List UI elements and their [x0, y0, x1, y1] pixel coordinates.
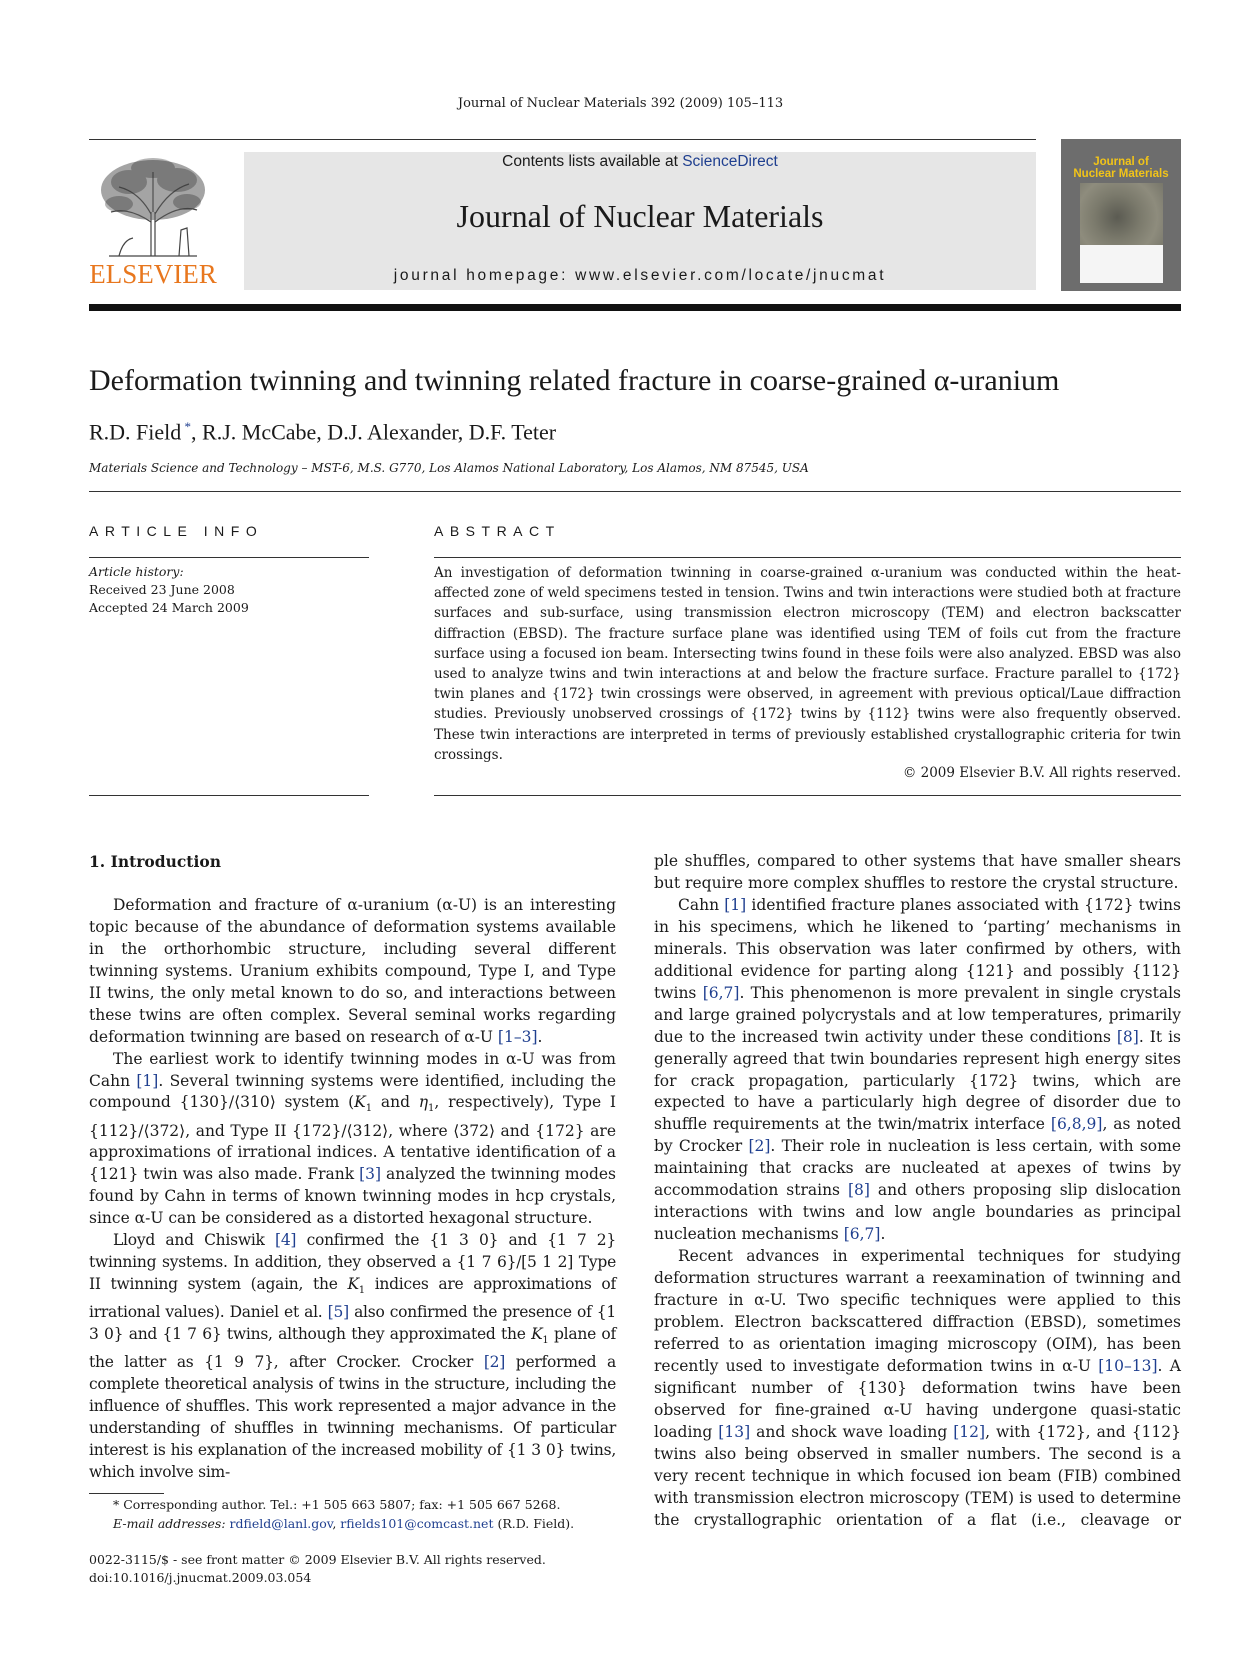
citation-link[interactable]: [8]	[1116, 1027, 1139, 1046]
citation-link[interactable]: [2]	[748, 1137, 771, 1156]
issn-line: 0022-3115/$ - see front matter © 2009 Elsevier B.V. All rights reserved.	[89, 1552, 546, 1567]
paragraph: Lloyd and Chiswik [4] confirmed the {1 3 0} and {1 7 2} twinning systems. In addition, they observed a {1 7 6}/[5 1 2] Type II twinning system (again, the $K_1$ indices are approximations of irrational values). Daniel et al. [5] also confirmed the presence of {1 3 0} and {1 7 6} twins, although they approximated the $K_1$ plane of the latter as {1 9 7}, after Crocker. Crocker [2] performed a complete theoretical analysis of twins in the structure, including the influence of shuffles. This work represented a major advance in the understanding of shuffles in twinning mechanisms. Of particular interest is his explanation of the increased mobility of {1 3 0} twins, which involve sim-	[89, 1231, 617, 1481]
abstract-text: An investigation of deformation twinning in coarse-grained α-uranium was conducted within the heat-affected zone of weld specimens tested in tension. Twins and twin interactions were studied both at fracture surfaces and sub-surface, using transmission electron microscopy (TEM) and electron backscatter diffraction (EBSD). The fracture surface plane was identified using TEM of foils cut from the fracture surface using a focused ion beam. Intersecting twins found in these foils were also analyzed. EBSD was also used to analyze twins and twin interactions at and below the fracture surface. Fracture parallel to {172} twin planes and {172} twin crossings were observed, in agreement with previous optical/Laue diffraction studies. Previously unobserved crossings of {172} twins by {112} twins were also frequently observed. These twin interactions are interpreted in terms of previously established crystallographic criteria for twin crossings.	[434, 565, 1181, 763]
masthead-rule	[89, 139, 1036, 140]
divider	[89, 795, 369, 796]
paragraph: ple shuffles, compared to other systems that have smaller shears but require more complex shuffles to restore the crystal structure.	[654, 852, 1181, 892]
citation-link[interactable]: [1]	[724, 895, 747, 914]
citation-link[interactable]: [12]	[953, 1422, 986, 1441]
journal-banner	[244, 152, 1036, 290]
cover-title: Journal of Nuclear Materials	[1073, 156, 1169, 180]
paragraph: Deformation and fracture of α-uranium (α-U) is an interesting topic because of the abundance of deformation systems available in the orthorhombic structure, including several different twinning systems. Uranium exhibits compound, Type I, and Type II twins, the only metal known to do so, and interactions between these twins are often complex. Several seminal works regarding deformation twinning are based on research of α-U [1–3].	[89, 895, 616, 1046]
front-matter-info	[89, 1551, 546, 1587]
elsevier-logo[interactable]	[89, 152, 217, 290]
cover-image	[1080, 183, 1163, 245]
contents-line: Contents lists available at ScienceDirect	[502, 153, 778, 170]
cover-panel	[1080, 245, 1163, 283]
masthead-thick-rule	[89, 304, 1181, 311]
corresponding-author-footnote: * Corresponding author. Tel.: +1 505 663 5807; fax: +1 505 667 5268. E-mail addresses: rdfield@lanl.gov, rfields101@comcast.net (R.D. Field).	[113, 1497, 575, 1531]
citation-link[interactable]: [6,7]	[843, 1225, 881, 1244]
affiliation: Materials Science and Technology – MST-6, M.S. G770, Los Alamos National Laboratory, Los Alamos, NM 87545, USA	[89, 461, 809, 475]
paragraph: The earliest work to identify twinning modes in α-U was from Cahn [1]. Several twinning systems were identified, including the compound {130}/⟨310⟩ system ($K_1$ and $\eta_1$, respectively), Type I {112}/⟨372⟩, and Type II {172}/⟨312⟩, where ⟨372⟩ and {172} are approximations of irrational indices. A tentative identification of a {121} twin was also made. Frank [3] analyzed the twinning modes found by Cahn in terms of known twinning modes in hcp crystals, since α-U can be considered as a distorted hexagonal structure.	[89, 1049, 617, 1228]
divider	[89, 491, 1181, 492]
abstract-copyright: © 2009 Elsevier B.V. All rights reserved.	[902, 765, 1181, 781]
article-info-heading: ARTICLE INFO	[89, 523, 264, 539]
journal-cover-thumbnail[interactable]	[1061, 139, 1181, 291]
citation-link[interactable]: [6,7]	[702, 983, 740, 1002]
body-column-right	[654, 851, 1181, 1532]
paragraph: Recent advances in experimental techniques for studying deformation structures warrant a reexamination of twinning and fracture in α-U. Two specific techniques were applied to this problem. Electron backscattered diffraction (EBSD), sometimes referred to as orientation imaging microscopy (OIM), has been recently used to investigate deformation twins in α-U [10–13]. A significant number of {130} deformation twins have been observed for fine-grained α-U having undergone quasi-static loading [13] and shock wave loading [12], with {172}, and {112} twins also being observed in smaller numbers. The second is a very recent technique in which focused ion beam (FIB) combined with transmission electron microscopy (TEM) is used to determine the crystallographic orientation of a flat (i.e., cleavage or	[654, 1247, 1182, 1529]
journal-homepage[interactable]: journal homepage: www.elsevier.com/locate/jnucmat	[393, 267, 887, 284]
citation-link[interactable]: [13]	[718, 1422, 751, 1441]
citation-link[interactable]: [1]	[136, 1071, 159, 1090]
sciencedirect-link[interactable]: ScienceDirect	[682, 153, 778, 170]
history-label: Article history:	[89, 564, 184, 579]
author-list: R.D. Field *, R.J. McCabe, D.J. Alexander, D.F. Teter	[89, 419, 557, 445]
body-column-left	[89, 851, 616, 1484]
citation-link[interactable]: [8]	[847, 1181, 870, 1200]
divider	[434, 557, 1181, 558]
article-title: Deformation twinning and twinning related fracture in coarse-grained α-uranium	[89, 364, 1060, 397]
elsevier-tree-icon	[89, 152, 217, 260]
journal-reference: Journal of Nuclear Materials 392 (2009) 105–113	[457, 96, 784, 111]
received-date: Received 23 June 2008	[89, 582, 235, 597]
email-link[interactable]: rdfield@lanl.gov	[229, 1516, 333, 1531]
paragraph: Cahn [1] identified fracture planes associated with {172} twins in his specimens, which he likened to ‘parting’ mechanisms in minerals. This observation was later confirmed by others, with additional evidence for parting along {121} and possibly {112} twins [6,7]. This phenomenon is more prevalent in single crystals and large grained polycrystals and at low temperatures, primarily due to the increased twin activity under these conditions [8]. It is generally agreed that twin boundaries represent high energy sites for crack propagation, particularly {172} twins, which are expected to have a particularly high degree of disorder due to shuffle requirements at the twin/matrix interface [6,8,9], as noted by Crocker [2]. Their role in nucleation is less certain, with some maintaining that cracks are nucleated at apexes of twins by accommodation strains [8] and others proposing slip dislocation interactions with twins and low angle boundaries as principal nucleation mechanisms [6,7].	[654, 895, 1181, 1244]
abstract-heading: ABSTRACT	[434, 523, 561, 539]
accepted-date: Accepted 24 March 2009	[89, 600, 249, 615]
citation-link[interactable]: [5]	[327, 1303, 349, 1322]
elsevier-wordmark: ELSEVIER	[89, 259, 217, 289]
citation-link[interactable]: [2]	[483, 1353, 506, 1372]
citation-link[interactable]: [6,8,9]	[1050, 1115, 1103, 1134]
divider	[89, 557, 369, 558]
corresponding-author-mark[interactable]: *	[181, 419, 192, 434]
footnote-rule	[89, 1493, 164, 1494]
article-history	[89, 563, 249, 617]
email-link[interactable]: rfields101@comcast.net	[340, 1516, 494, 1531]
journal-name: Journal of Nuclear Materials	[456, 198, 824, 234]
citation-link[interactable]: [10–13]	[1098, 1356, 1158, 1375]
citation-link[interactable]: [3]	[359, 1165, 382, 1184]
citation-link[interactable]: [1–3]	[497, 1027, 538, 1046]
divider	[434, 795, 1181, 796]
doi-line[interactable]: doi:10.1016/j.jnucmat.2009.03.054	[89, 1570, 312, 1585]
section-heading: 1. Introduction	[89, 852, 221, 871]
citation-link[interactable]: [4]	[275, 1231, 297, 1250]
